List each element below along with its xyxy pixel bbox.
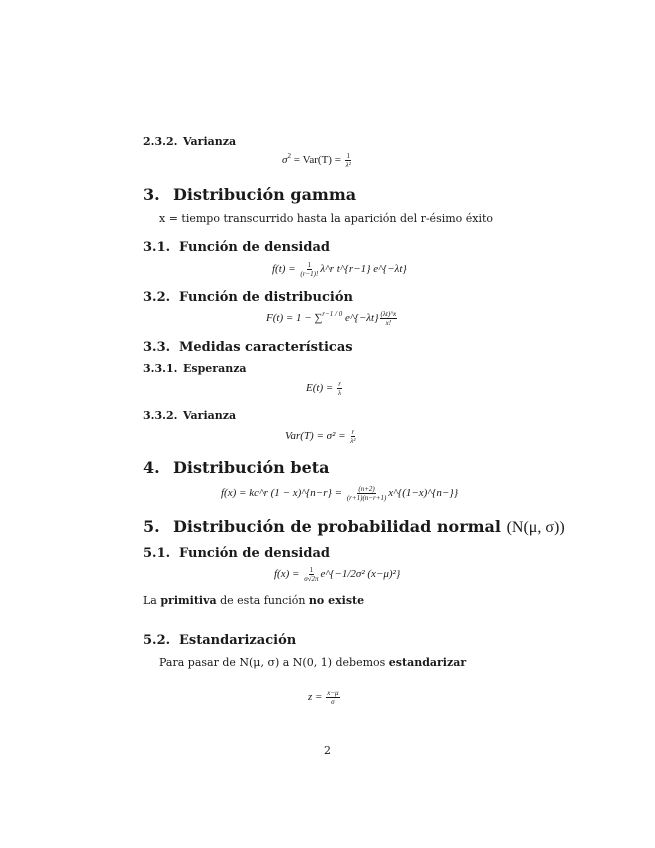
subsection-number: 3.3. (143, 340, 171, 355)
subsection-number: 5.1. (143, 546, 171, 561)
eq-numerator: x−μ (327, 689, 339, 697)
subsection-title: Medidas características (179, 340, 353, 355)
eq-numerator: r (338, 380, 341, 388)
eq-lhs: z = (308, 691, 326, 704)
section-number: 4. (143, 458, 160, 477)
eq-denominator: (r−1)! (300, 270, 319, 278)
equation-gamma-expectation (306, 380, 343, 397)
equation-variance-exponential: $\sigma^2 = Var(T)$ = $\frac{1}{\text{λ²}}$ (282, 152, 351, 169)
subsection-number: 3.1. (143, 240, 171, 255)
subsubsection-number: 3.3.2. (143, 409, 178, 422)
eq-fraction (303, 566, 319, 583)
eq-fraction (337, 380, 342, 397)
eq-rhs: e^{−1/2σ² (x−μ)²} (320, 568, 401, 581)
eq-numerator: (λt)^x (380, 310, 397, 318)
standardization-text (159, 656, 466, 669)
equation-standardization (308, 689, 341, 706)
subsubsection-heading-varianza-2 (143, 409, 236, 422)
subsection-heading-density-gamma (143, 240, 330, 255)
subsection-title: Función de densidad (179, 546, 330, 561)
eq-mid: e^{−λt} (344, 312, 379, 325)
eq-fraction (326, 689, 339, 706)
eq-mid: = Var(T) = (290, 154, 344, 167)
eq-numerator: 1 (346, 152, 350, 160)
eq-fraction (345, 152, 352, 169)
subsubsection-heading-esperanza (143, 362, 247, 375)
eq-sum-limits: r−1 / 0 (322, 310, 343, 319)
eq-lhs: f(x) = kc^r (1 − x)^{n−r} = (221, 487, 345, 500)
eq-numerator: 1 (307, 261, 312, 269)
eq-denominator: λ (338, 389, 342, 397)
text-fragment: Para pasar de N(μ, σ) a N(0, 1) debemos (159, 656, 389, 669)
bold-term-estandarizar: estandarizar (388, 656, 467, 669)
subsection-heading-density-normal (143, 546, 330, 561)
subsection-title: Estandarización (179, 633, 297, 648)
page-number: 2 (324, 744, 331, 757)
eq-denominator: (r+1)(n−r+1) (346, 494, 387, 502)
text-fragment: La (143, 594, 161, 607)
bold-term-primitiva: primitiva (160, 594, 217, 607)
eq-lhs: F(t) = 1 − ∑ (266, 312, 323, 325)
eq-lhs: E(t) = (306, 382, 337, 395)
subsubsection-number: 3.3.1. (143, 362, 178, 375)
section-title: Distribución gamma (173, 185, 357, 204)
subsubsection-number: 2.3.2. (143, 135, 178, 148)
eq-denominator: λ² (345, 161, 351, 169)
eq-rhs: λ^r t^{r−1} e^{−λt} (320, 263, 407, 276)
section-title: Distribución beta (173, 458, 330, 477)
eq-numerator: (n+2) (358, 485, 375, 493)
text-fragment: de esta función (216, 594, 309, 607)
section-heading-beta (143, 458, 330, 477)
subsection-heading-measures (143, 340, 353, 355)
eq-denominator: x! (385, 319, 392, 327)
subsubsection-heading-varianza-1 (143, 135, 236, 148)
gamma-definition-text: x = tiempo transcurrido hasta la aparición del r-ésimo éxito (159, 212, 494, 225)
primitive-note-text (143, 594, 364, 607)
section-heading-normal (143, 517, 565, 537)
section-number: 3. (143, 185, 160, 204)
subsection-title: Función de densidad (179, 240, 330, 255)
section-title-math: (N(μ, σ)) (506, 519, 565, 536)
eq-denominator: σ (331, 698, 335, 706)
subsection-number: 5.2. (143, 633, 171, 648)
equation-beta-density (221, 485, 458, 502)
subsection-title: Función de distribución (179, 290, 353, 305)
subsubsection-title: Varianza (183, 135, 237, 148)
subsubsection-title: Varianza (183, 409, 237, 422)
section-number: 5. (143, 517, 160, 536)
eq-rhs: x^{(1−x)^{n−}} (388, 487, 459, 500)
eq-denominator: λ² (350, 437, 356, 445)
equation-gamma-variance (285, 428, 357, 445)
eq-fraction (299, 261, 319, 278)
subsection-number: 3.2. (143, 290, 171, 305)
bold-term-no-existe: no existe (308, 594, 365, 607)
section-title: Distribución de probabilidad normal (173, 517, 501, 536)
eq-fraction (346, 485, 387, 502)
subsection-heading-distribution-gamma (143, 290, 353, 305)
eq-numerator: 1 (309, 566, 314, 574)
section-heading-gamma (143, 185, 356, 204)
subsection-heading-standardization (143, 633, 296, 648)
eq-lhs: f(t) = (272, 263, 299, 276)
equation-normal-density (274, 566, 400, 583)
equation-gamma-distribution (266, 310, 398, 327)
eq-denominator: σ√2π (304, 575, 319, 583)
eq-lhs: Var(T) = σ² = (285, 430, 349, 443)
equation-gamma-density (272, 261, 407, 278)
eq-numerator: r (351, 428, 355, 436)
eq-fraction (380, 310, 398, 327)
eq-lhs: σ (282, 154, 288, 167)
eq-fraction (349, 428, 356, 445)
subsubsection-title: Esperanza (183, 362, 247, 375)
eq-lhs: f(x) = (274, 568, 303, 581)
